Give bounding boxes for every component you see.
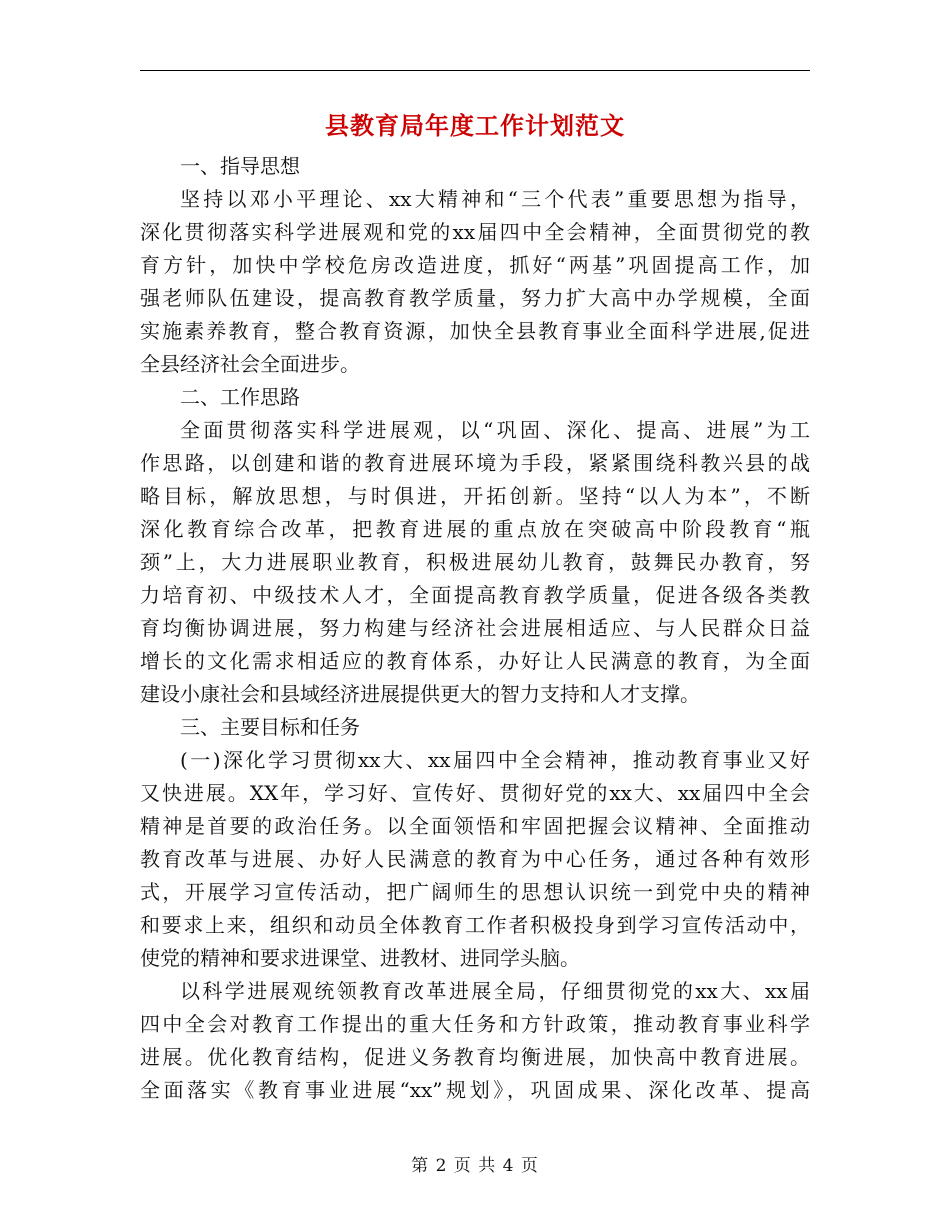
body-line: 颈”上，大力进展职业教育，积极进展幼儿教育，鼓舞民办教育，努 <box>140 550 810 574</box>
body-line: 以科学进展观统领教育改革进展全局，仔细贯彻党的xx大、xx届 <box>180 979 810 1003</box>
body-line: 建设小康社会和县域经济进展提供更大的智力支持和人才支撑。 <box>140 682 700 706</box>
body-line: 育均衡协调进展，努力构建与经济社会进展相适应、与人民群众日益 <box>140 616 810 640</box>
body-line: 二、工作思路 <box>180 385 300 409</box>
body-line: 全县经济社会全面进步。 <box>140 352 360 376</box>
body-line: 四中全会对教育工作提出的重大任务和方针政策，推动教育事业科学 <box>140 1012 810 1036</box>
body-line: 全面落实《教育事业进展“xx”规划》，巩固成果、深化改革、提高 <box>140 1078 810 1102</box>
body-line: 使党的精神和要求进课堂、进教材、进同学头脑。 <box>140 946 580 970</box>
body-line: 进展。优化教育结构，促进义务教育均衡进展，加快高中教育进展。 <box>140 1045 810 1069</box>
page-number-footer: 第 2 页 共 4 页 <box>411 1156 539 1176</box>
body-line: 育方针，加快中学校危房改造进度，抓好“两基”巩固提高工作，加 <box>140 253 810 277</box>
body-line: 和要求上来，组织和动员全体教育工作者积极投身到学习宣传活动中， <box>140 913 810 937</box>
document-body <box>140 150 810 1107</box>
body-line: 增长的文化需求相适应的教育体系，办好让人民满意的教育，为全面 <box>140 649 810 673</box>
document-title: 县教育局年度工作计划范文 <box>325 111 625 140</box>
body-line: 精神是首要的政治任务。以全面领悟和牢固把握会议精神、全面推动 <box>140 814 810 838</box>
body-line: 又快进展。XX年，学习好、宣传好、贯彻好党的xx大、xx届四中全会 <box>140 781 810 805</box>
body-line: 略目标，解放思想，与时俱进，开拓创新。坚持“以人为本”，不断 <box>140 484 810 508</box>
body-line: 坚持以邓小平理论、xx大精神和“三个代表”重要思想为指导， <box>180 187 810 211</box>
body-line: 式，开展学习宣传活动，把广阔师生的思想认识统一到党中央的精神 <box>140 880 810 904</box>
body-line: (一)深化学习贯彻xx大、xx届四中全会精神，推动教育事业又好 <box>180 748 810 772</box>
body-line: 实施素养教育，整合教育资源，加快全县教育事业全面科学进展,促进 <box>140 319 810 343</box>
body-line: 教育改革与进展、办好人民满意的教育为中心任务，通过各种有效形 <box>140 847 810 871</box>
body-line: 全面贯彻落实科学进展观，以“巩固、深化、提高、进展”为工 <box>180 418 810 442</box>
body-line: 三、主要目标和任务 <box>180 715 360 739</box>
body-line: 一、指导思想 <box>180 154 300 178</box>
body-line: 强老师队伍建设，提高教育教学质量，努力扩大高中办学规模，全面 <box>140 286 810 310</box>
body-line: 作思路，以创建和谐的教育进展环境为手段，紧紧围绕科教兴县的战 <box>140 451 810 475</box>
body-line: 力培育初、中级技术人才，全面提高教育教学质量，促进各级各类教 <box>140 583 810 607</box>
body-line: 深化贯彻落实科学进展观和党的xx届四中全会精神，全面贯彻党的教 <box>140 220 810 244</box>
header-rule <box>140 70 810 71</box>
body-line: 深化教育综合改革，把教育进展的重点放在突破高中阶段教育“瓶 <box>140 517 810 541</box>
